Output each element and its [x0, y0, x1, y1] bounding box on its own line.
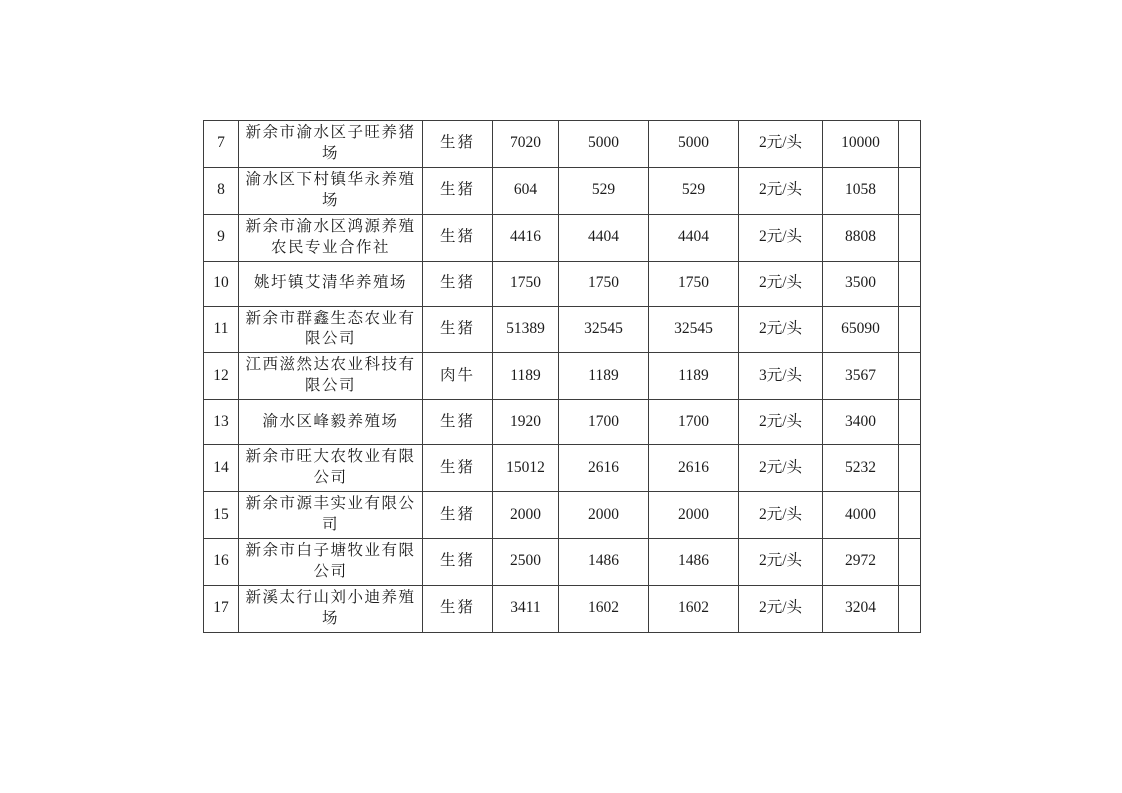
cell-total: 10000 — [823, 121, 899, 168]
table-row — [204, 121, 921, 168]
table-row — [204, 400, 921, 445]
cell-animal: 生猪 — [423, 585, 493, 632]
cell-v2: 32545 — [559, 306, 649, 353]
cell-v1: 3411 — [493, 585, 559, 632]
cell-v2: 5000 — [559, 121, 649, 168]
cell-v3: 5000 — [649, 121, 739, 168]
cell-animal: 生猪 — [423, 400, 493, 445]
cell-index: 11 — [204, 306, 239, 353]
cell-total: 65090 — [823, 306, 899, 353]
cell-blank — [899, 261, 921, 306]
cell-name: 姚圩镇艾清华养殖场 — [239, 261, 423, 306]
cell-blank — [899, 585, 921, 632]
cell-blank — [899, 353, 921, 400]
cell-animal: 生猪 — [423, 492, 493, 539]
cell-price: 2元/头 — [739, 492, 823, 539]
cell-name: 新余市群鑫生态农业有限公司 — [239, 306, 423, 353]
table-row — [204, 585, 921, 632]
cell-name: 新余市旺大农牧业有限公司 — [239, 445, 423, 492]
cell-blank — [899, 538, 921, 585]
cell-total: 1058 — [823, 167, 899, 214]
cell-blank — [899, 492, 921, 539]
cell-animal: 生猪 — [423, 306, 493, 353]
cell-v2: 1189 — [559, 353, 649, 400]
cell-blank — [899, 445, 921, 492]
cell-v3: 1486 — [649, 538, 739, 585]
cell-v3: 1602 — [649, 585, 739, 632]
cell-price: 2元/头 — [739, 400, 823, 445]
cell-v2: 2000 — [559, 492, 649, 539]
table-row — [204, 445, 921, 492]
cell-v3: 1750 — [649, 261, 739, 306]
cell-v1: 2500 — [493, 538, 559, 585]
cell-index: 12 — [204, 353, 239, 400]
cell-v3: 32545 — [649, 306, 739, 353]
cell-v1: 604 — [493, 167, 559, 214]
cell-index: 16 — [204, 538, 239, 585]
cell-name: 渝水区下村镇华永养殖场 — [239, 167, 423, 214]
cell-blank — [899, 167, 921, 214]
cell-index: 15 — [204, 492, 239, 539]
cell-price: 2元/头 — [739, 445, 823, 492]
cell-total: 3400 — [823, 400, 899, 445]
table-row — [204, 492, 921, 539]
cell-animal: 生猪 — [423, 214, 493, 261]
cell-v1: 51389 — [493, 306, 559, 353]
cell-v2: 1700 — [559, 400, 649, 445]
cell-v3: 529 — [649, 167, 739, 214]
table-row — [204, 306, 921, 353]
cell-name: 新余市白子塘牧业有限公司 — [239, 538, 423, 585]
cell-price: 2元/头 — [739, 261, 823, 306]
cell-animal: 生猪 — [423, 538, 493, 585]
cell-v1: 1189 — [493, 353, 559, 400]
cell-price: 2元/头 — [739, 214, 823, 261]
cell-name: 新溪太行山刘小迪养殖场 — [239, 585, 423, 632]
cell-v1: 4416 — [493, 214, 559, 261]
table-row — [204, 261, 921, 306]
cell-blank — [899, 400, 921, 445]
cell-v1: 1920 — [493, 400, 559, 445]
cell-index: 7 — [204, 121, 239, 168]
cell-name: 新余市渝水区鸿源养殖农民专业合作社 — [239, 214, 423, 261]
table-row — [204, 353, 921, 400]
cell-name: 新余市渝水区子旺养猪场 — [239, 121, 423, 168]
cell-name: 渝水区峰毅养殖场 — [239, 400, 423, 445]
cell-blank — [899, 306, 921, 353]
cell-total: 3567 — [823, 353, 899, 400]
cell-total: 3500 — [823, 261, 899, 306]
cell-total: 4000 — [823, 492, 899, 539]
cell-price: 2元/头 — [739, 538, 823, 585]
cell-v2: 1486 — [559, 538, 649, 585]
cell-v1: 2000 — [493, 492, 559, 539]
cell-v2: 2616 — [559, 445, 649, 492]
table-row — [204, 214, 921, 261]
cell-price: 3元/头 — [739, 353, 823, 400]
cell-animal: 生猪 — [423, 261, 493, 306]
cell-v3: 2616 — [649, 445, 739, 492]
cell-animal: 生猪 — [423, 167, 493, 214]
cell-total: 2972 — [823, 538, 899, 585]
cell-animal: 生猪 — [423, 445, 493, 492]
cell-v2: 529 — [559, 167, 649, 214]
cell-total: 8808 — [823, 214, 899, 261]
cell-index: 14 — [204, 445, 239, 492]
cell-animal: 生猪 — [423, 121, 493, 168]
cell-name: 江西滋然达农业科技有限公司 — [239, 353, 423, 400]
cell-price: 2元/头 — [739, 167, 823, 214]
table-body — [204, 121, 921, 633]
table-row — [204, 167, 921, 214]
cell-v3: 1189 — [649, 353, 739, 400]
cell-animal: 肉牛 — [423, 353, 493, 400]
cell-v1: 7020 — [493, 121, 559, 168]
cell-index: 8 — [204, 167, 239, 214]
cell-v3: 1700 — [649, 400, 739, 445]
cell-index: 13 — [204, 400, 239, 445]
cell-v3: 4404 — [649, 214, 739, 261]
cell-total: 3204 — [823, 585, 899, 632]
cell-v1: 15012 — [493, 445, 559, 492]
cell-index: 9 — [204, 214, 239, 261]
table-row — [204, 538, 921, 585]
cell-index: 10 — [204, 261, 239, 306]
cell-v3: 2000 — [649, 492, 739, 539]
cell-name: 新余市源丰实业有限公司 — [239, 492, 423, 539]
cell-index: 17 — [204, 585, 239, 632]
cell-price: 2元/头 — [739, 121, 823, 168]
cell-price: 2元/头 — [739, 585, 823, 632]
cell-v2: 1602 — [559, 585, 649, 632]
cell-v2: 1750 — [559, 261, 649, 306]
cell-v1: 1750 — [493, 261, 559, 306]
farm-subsidy-table — [203, 120, 921, 633]
cell-v2: 4404 — [559, 214, 649, 261]
cell-blank — [899, 214, 921, 261]
cell-blank — [899, 121, 921, 168]
cell-total: 5232 — [823, 445, 899, 492]
cell-price: 2元/头 — [739, 306, 823, 353]
